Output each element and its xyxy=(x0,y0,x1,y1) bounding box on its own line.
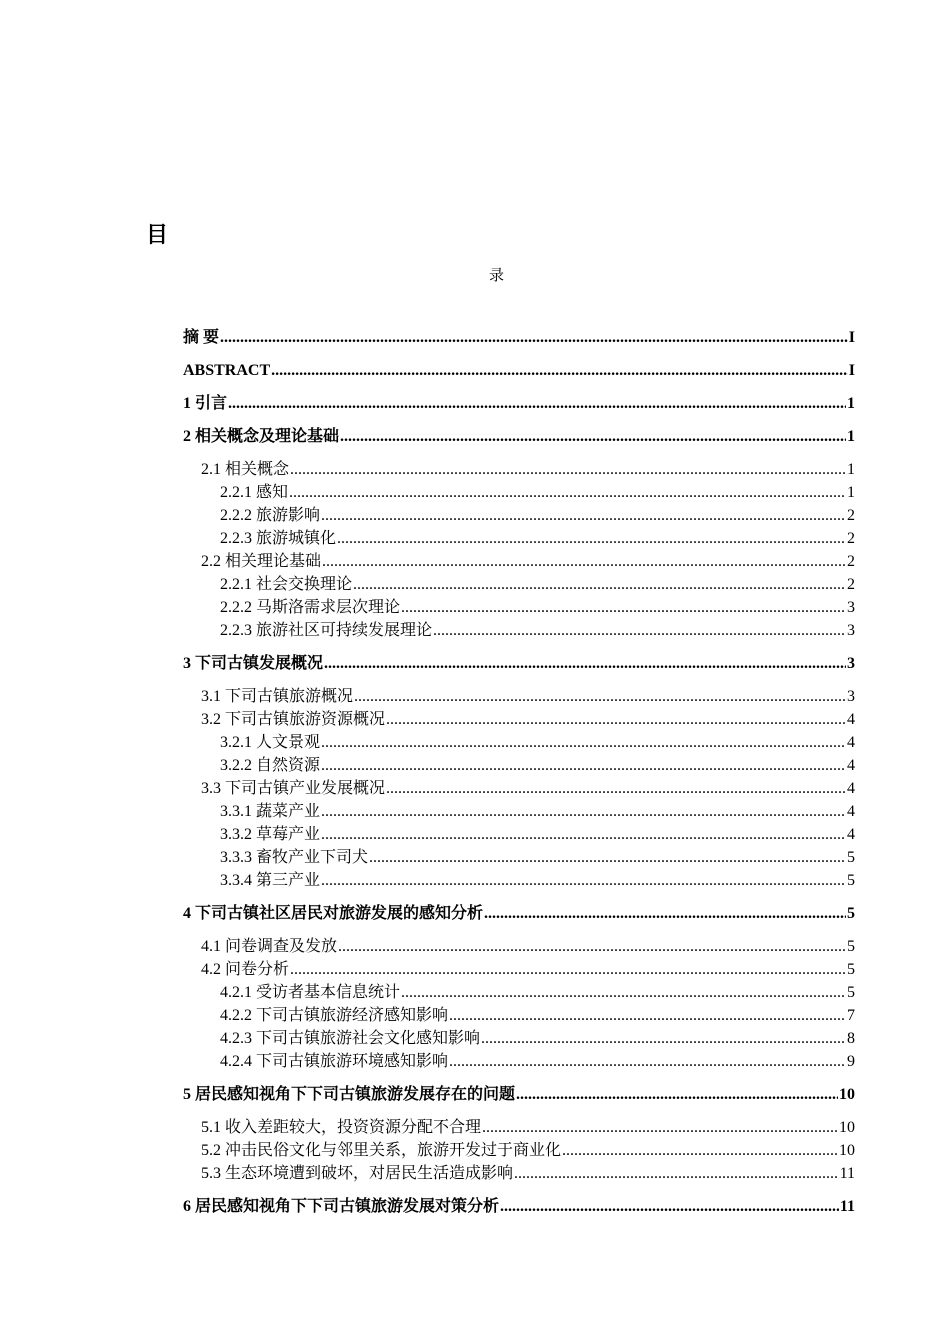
toc-dot-leader xyxy=(321,823,846,846)
toc-entry-label: 3.3.4 第三产业 xyxy=(220,872,321,889)
toc-entry-label: 6 居民感知视角下下司古镇旅游发展对策分析 xyxy=(183,1198,500,1215)
toc-entry-page-number: I xyxy=(848,329,855,346)
toc-dot-leader xyxy=(562,1139,838,1162)
toc-entry-label: 3.2.1 人文景观 xyxy=(220,734,321,751)
toc-dot-leader xyxy=(321,800,846,823)
toc-entry-label: 摘 要 xyxy=(183,329,220,346)
toc-entry-label: 2.2.3 旅游城镇化 xyxy=(220,530,337,547)
toc-dot-leader xyxy=(322,550,846,573)
toc-entry-page-number: 5 xyxy=(847,938,855,955)
toc-dot-leader xyxy=(220,326,848,349)
toc-dot-leader xyxy=(321,869,846,892)
toc-entry-page-number: 4 xyxy=(847,711,855,728)
toc-entry-page-number: 5 xyxy=(847,984,855,1001)
toc-entry-label: 2 相关概念及理论基础 xyxy=(183,428,340,445)
toc-dot-leader xyxy=(340,425,846,448)
toc-entry-label: 4.2.1 受访者基本信息统计 xyxy=(220,984,401,1001)
toc-dot-leader xyxy=(514,1162,839,1185)
toc-entry-label: 2.2.1 社会交换理论 xyxy=(220,576,353,593)
toc-entry[interactable] xyxy=(183,527,855,550)
toc-dot-leader xyxy=(401,981,846,1004)
toc-dot-leader xyxy=(324,652,846,675)
toc-entry-page-number: 1 xyxy=(847,484,855,501)
toc-entry[interactable] xyxy=(183,777,855,800)
toc-entry-page-number: I xyxy=(848,362,855,379)
toc-entry[interactable] xyxy=(183,481,855,504)
toc-entry[interactable] xyxy=(183,902,855,925)
toc-dot-leader xyxy=(482,1116,838,1139)
toc-dot-leader xyxy=(481,1027,846,1050)
toc-entry[interactable] xyxy=(183,708,855,731)
toc-entry-page-number: 2 xyxy=(847,507,855,524)
toc-entry-page-number: 10 xyxy=(839,1142,855,1159)
toc-dot-leader xyxy=(338,935,846,958)
toc-entry-label: 4.2.3 下司古镇旅游社会文化感知影响 xyxy=(220,1030,481,1047)
toc-entry-label: 5 居民感知视角下下司古镇旅游发展存在的问题 xyxy=(183,1086,516,1103)
toc-heading-char-1: 目 xyxy=(146,223,169,248)
toc-entry[interactable] xyxy=(183,846,855,869)
toc-entry-page-number: 4 xyxy=(847,734,855,751)
toc-entry-label: 2.2.2 马斯洛需求层次理论 xyxy=(220,599,401,616)
toc-entry-page-number: 10 xyxy=(839,1086,855,1103)
toc-dot-leader xyxy=(321,731,846,754)
toc-entry-label: 3.3.1 蔬菜产业 xyxy=(220,803,321,820)
toc-dot-leader xyxy=(449,1050,846,1073)
toc-heading-char-2: 录 xyxy=(489,266,505,284)
toc-entry[interactable] xyxy=(183,425,855,448)
toc-entry-page-number: 5 xyxy=(847,905,855,922)
toc-entry[interactable] xyxy=(183,981,855,1004)
toc-dot-leader xyxy=(433,619,846,642)
toc-entry-label: 3.3.2 草莓产业 xyxy=(220,826,321,843)
toc-entry-label: 4.2 问卷分析 xyxy=(201,961,290,978)
toc-entry-page-number: 4 xyxy=(847,826,855,843)
toc-entry[interactable] xyxy=(183,1004,855,1027)
toc-entry[interactable] xyxy=(183,326,855,349)
toc-entry[interactable] xyxy=(183,359,855,382)
toc-dot-leader xyxy=(337,527,846,550)
toc-dot-leader xyxy=(290,458,846,481)
toc-entry-label: 2.2.3 旅游社区可持续发展理论 xyxy=(220,622,433,639)
toc-entry-page-number: 4 xyxy=(847,757,855,774)
toc-entry-label: 3.3 下司古镇产业发展概况 xyxy=(201,780,386,797)
toc-entry[interactable] xyxy=(183,800,855,823)
toc-entry[interactable] xyxy=(183,504,855,527)
toc-entry-page-number: 3 xyxy=(847,688,855,705)
toc-entry-page-number: 3 xyxy=(847,655,855,672)
toc-entry-page-number: 4 xyxy=(847,780,855,797)
toc-entry[interactable] xyxy=(183,754,855,777)
toc-entry-page-number: 10 xyxy=(839,1119,855,1136)
toc-dot-leader xyxy=(369,846,846,869)
toc-entry-label: 1 引言 xyxy=(183,395,228,412)
toc-dot-leader xyxy=(401,596,846,619)
toc-entry-page-number: 4 xyxy=(847,803,855,820)
toc-entry-label: ABSTRACT xyxy=(183,362,271,379)
toc-entry-page-number: 2 xyxy=(847,576,855,593)
toc-entry-label: 2.2 相关理论基础 xyxy=(201,553,322,570)
toc-entry[interactable] xyxy=(183,392,855,415)
toc-entry-page-number: 9 xyxy=(847,1053,855,1070)
toc-entry-label: 3.2 下司古镇旅游资源概况 xyxy=(201,711,386,728)
toc-entry-page-number: 1 xyxy=(847,461,855,478)
toc-entry-label: 5.3 生态环境遭到破坏，对居民生活造成影响 xyxy=(201,1165,514,1182)
toc-dot-leader xyxy=(290,958,846,981)
toc-entry[interactable] xyxy=(183,619,855,642)
toc-entry-label: 2.1 相关概念 xyxy=(201,461,290,478)
toc-dot-leader xyxy=(386,708,846,731)
toc-entry-page-number: 3 xyxy=(847,599,855,616)
toc-entry-page-number: 5 xyxy=(847,961,855,978)
toc-entry-page-number: 11 xyxy=(839,1198,855,1215)
toc-entry[interactable] xyxy=(183,958,855,981)
toc-entry-label: 3.2.2 自然资源 xyxy=(220,757,321,774)
toc-dot-leader xyxy=(289,481,846,504)
toc-entry-page-number: 11 xyxy=(839,1165,855,1182)
toc-dot-leader xyxy=(386,777,846,800)
toc-entry[interactable] xyxy=(183,1195,855,1218)
toc-entry[interactable] xyxy=(183,869,855,892)
toc-entry-label: 4 下司古镇社区居民对旅游发展的感知分析 xyxy=(183,905,484,922)
toc-entry[interactable] xyxy=(183,573,855,596)
toc-entry-label: 2.2.1 感知 xyxy=(220,484,289,501)
toc-entry[interactable] xyxy=(183,1116,855,1139)
toc-entry-label: 4.2.4 下司古镇旅游环境感知影响 xyxy=(220,1053,449,1070)
toc-dot-leader xyxy=(321,504,846,527)
toc-entry-page-number: 1 xyxy=(847,395,855,412)
toc-entry-page-number: 1 xyxy=(847,428,855,445)
toc-entry-page-number: 5 xyxy=(847,849,855,866)
toc-entry-label: 5.2 冲击民俗文化与邻里关系，旅游开发过于商业化 xyxy=(201,1142,562,1159)
toc-entry[interactable] xyxy=(183,823,855,846)
toc-dot-leader xyxy=(321,754,846,777)
toc-entry-label: 3.3.3 畜牧产业下司犬 xyxy=(220,849,369,866)
toc-entry[interactable] xyxy=(183,550,855,573)
toc-dot-leader xyxy=(271,359,848,382)
toc-entry[interactable] xyxy=(183,935,855,958)
toc-entry-label: 2.2.2 旅游影响 xyxy=(220,507,321,524)
toc-dot-leader xyxy=(449,1004,846,1027)
table-of-contents xyxy=(183,326,855,1218)
toc-entry[interactable] xyxy=(183,1162,855,1185)
toc-dot-leader xyxy=(500,1195,839,1218)
toc-entry-page-number: 7 xyxy=(847,1007,855,1024)
toc-entry[interactable] xyxy=(183,1083,855,1106)
toc-entry-label: 5.1 收入差距较大，投资资源分配不合理 xyxy=(201,1119,482,1136)
toc-entry[interactable] xyxy=(183,652,855,675)
toc-dot-leader xyxy=(516,1083,838,1106)
toc-dot-leader xyxy=(353,573,846,596)
toc-entry-label: 4.1 问卷调查及发放 xyxy=(201,938,338,955)
toc-entry-label: 4.2.2 下司古镇旅游经济感知影响 xyxy=(220,1007,449,1024)
toc-entry-page-number: 3 xyxy=(847,622,855,639)
toc-dot-leader xyxy=(354,685,846,708)
toc-entry[interactable] xyxy=(183,596,855,619)
toc-entry-page-number: 5 xyxy=(847,872,855,889)
toc-entry-page-number: 2 xyxy=(847,553,855,570)
toc-entry[interactable] xyxy=(183,731,855,754)
toc-entry[interactable] xyxy=(183,1050,855,1073)
toc-entry-label: 3 下司古镇发展概况 xyxy=(183,655,324,672)
toc-entry-label: 3.1 下司古镇旅游概况 xyxy=(201,688,354,705)
toc-entry[interactable] xyxy=(183,685,855,708)
toc-entry-page-number: 2 xyxy=(847,530,855,547)
toc-entry-page-number: 8 xyxy=(847,1030,855,1047)
toc-dot-leader xyxy=(484,902,846,925)
toc-entry[interactable] xyxy=(183,458,855,481)
toc-entry[interactable] xyxy=(183,1139,855,1162)
toc-entry[interactable] xyxy=(183,1027,855,1050)
toc-dot-leader xyxy=(228,392,846,415)
